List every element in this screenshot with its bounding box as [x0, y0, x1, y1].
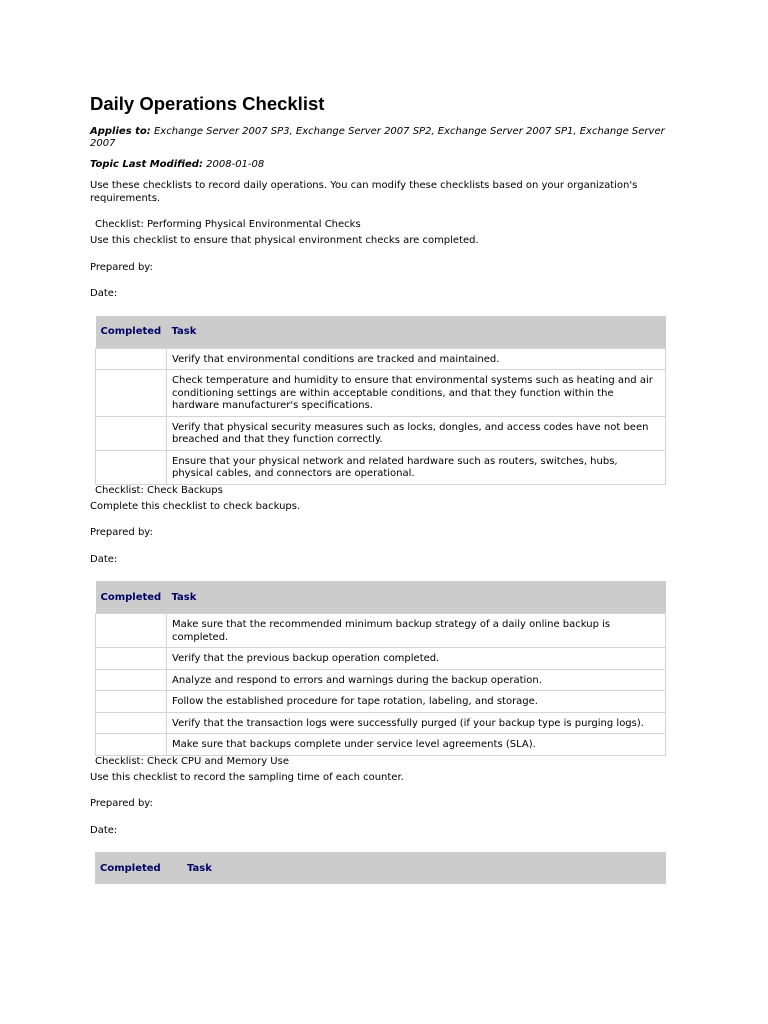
- applies-to-label: Applies to:: [90, 126, 151, 137]
- table-row: [96, 450, 666, 484]
- checklist-title: Checklist: Check Backups: [95, 484, 223, 496]
- date-label: Date:: [90, 288, 118, 299]
- completed-cell[interactable]: [96, 669, 167, 691]
- task-cell: Analyze and respond to errors and warnings during the backup operation.: [167, 669, 666, 691]
- date-label: Date:: [90, 824, 118, 836]
- completed-cell[interactable]: [96, 450, 167, 484]
- table-row: [96, 614, 666, 648]
- task-cell: Verify that environmental conditions are tracked and maintained.: [167, 348, 666, 370]
- task-cell: Make sure that backups complete under service level agreements (SLA).: [167, 734, 666, 756]
- column-header-task: Task: [182, 852, 666, 884]
- column-header-task: Task: [167, 581, 666, 614]
- date-label: Date:: [90, 553, 118, 565]
- table-row: [96, 416, 666, 450]
- task-cell: Follow the established procedure for tape rotation, labeling, and storage.: [167, 691, 666, 713]
- completed-cell[interactable]: [96, 614, 167, 648]
- completed-cell[interactable]: [96, 370, 167, 417]
- prepared-by-label: Prepared by:: [90, 527, 153, 538]
- column-header-completed: Completed: [96, 581, 167, 614]
- table-row: [96, 648, 666, 670]
- table-row: [96, 691, 666, 713]
- checklist-description: Complete this checklist to check backups.: [90, 500, 301, 512]
- table-row: [96, 370, 666, 417]
- document-page: [90, 92, 675, 884]
- checklist-title: Checklist: Check CPU and Memory Use: [95, 755, 289, 767]
- checklist-table: [95, 581, 666, 756]
- completed-cell[interactable]: [96, 691, 167, 713]
- task-cell: Check temperature and humidity to ensure that environmental systems such as heating and air conditioning settings are within acceptable conditions, and that they function within the hardware manufacturer's specifications.: [167, 370, 666, 417]
- task-cell: Ensure that your physical network and related hardware such as routers, switches, hubs, physical cables, and connectors are operational.: [167, 450, 666, 484]
- applies-to-value: Exchange Server 2007 SP3, Exchange Server 2007 SP2, Exchange Server 2007 SP1, Exchange Server 2007: [90, 126, 665, 149]
- table-header-row: [95, 852, 666, 884]
- page-title: Daily Operations Checklist: [90, 93, 325, 114]
- checklist-description: Use this checklist to ensure that physical environment checks are completed.: [90, 235, 479, 246]
- task-cell: Verify that the previous backup operation completed.: [167, 648, 666, 670]
- task-cell: Make sure that the recommended minimum backup strategy of a daily online backup is completed.: [167, 614, 666, 648]
- checklist-description: Use this checklist to record the sampling time of each counter.: [90, 771, 404, 783]
- checklist-title: Checklist: Performing Physical Environmental Checks: [95, 219, 361, 230]
- applies-to: [90, 126, 675, 150]
- completed-cell[interactable]: [96, 712, 167, 734]
- table-header-row: [96, 316, 666, 349]
- prepared-by-label: Prepared by:: [90, 798, 153, 809]
- table-row: [96, 734, 666, 756]
- table-row: [96, 348, 666, 370]
- completed-cell[interactable]: [96, 734, 167, 756]
- column-header-task: Task: [167, 316, 666, 349]
- prepared-by-label: Prepared by:: [90, 261, 153, 273]
- last-modified: [90, 159, 675, 171]
- checklist-table: [95, 852, 666, 884]
- table-header-row: [96, 581, 666, 614]
- completed-cell[interactable]: [96, 416, 167, 450]
- table-row: [96, 669, 666, 691]
- last-modified-value: 2008-01-08: [206, 159, 265, 170]
- last-modified-label: Topic Last Modified:: [90, 159, 203, 170]
- task-cell: Verify that physical security measures such as locks, dongles, and access codes have not been breached and that they function correctly.: [167, 416, 666, 450]
- task-cell: Verify that the transaction logs were successfully purged (if your backup type is purging logs).: [167, 712, 666, 734]
- table-row: [96, 712, 666, 734]
- completed-cell[interactable]: [96, 648, 167, 670]
- checklist-table: [95, 316, 666, 485]
- intro-paragraph: Use these checklists to record daily operations. You can modify these checklists based on your organization's requirements.: [90, 180, 638, 204]
- completed-cell[interactable]: [96, 348, 167, 370]
- column-header-completed: Completed: [96, 316, 167, 349]
- column-header-completed: Completed: [95, 852, 182, 884]
